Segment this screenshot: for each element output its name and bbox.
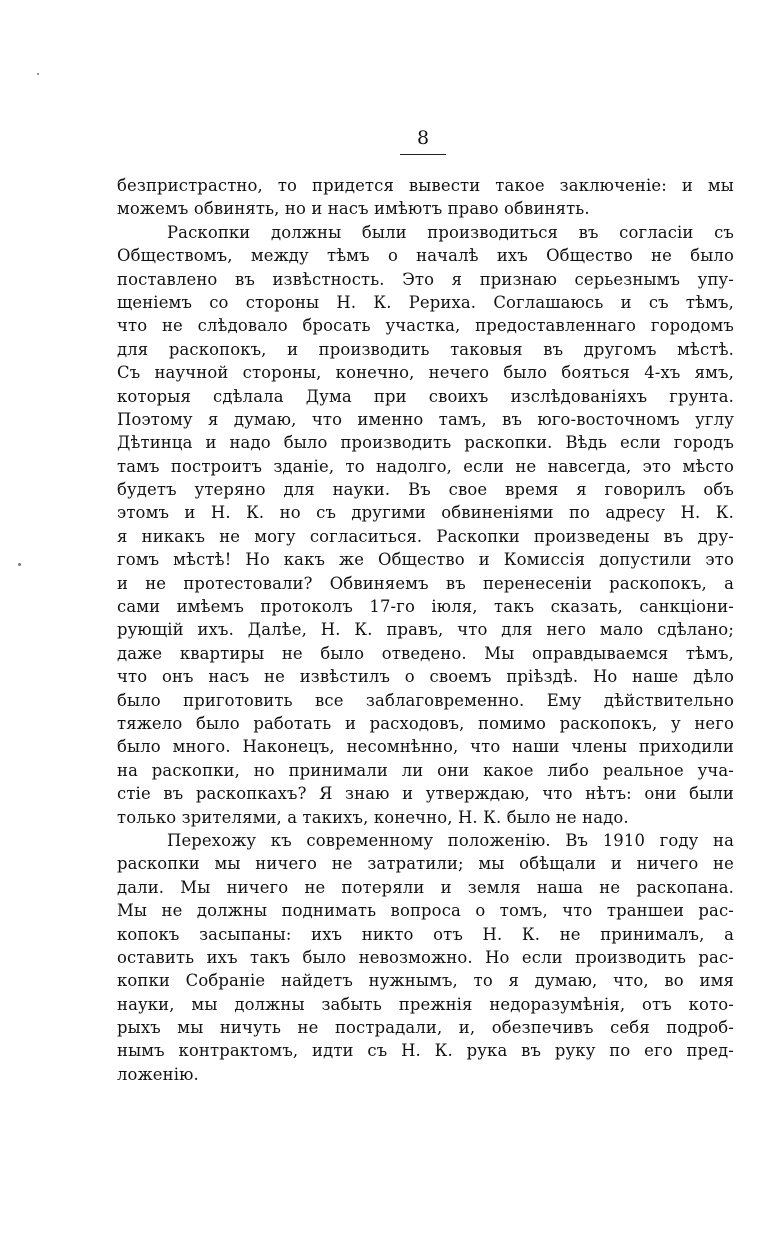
text-line: было много. Наконецъ, несомнѣнно, что наши члены приходили bbox=[117, 737, 734, 757]
text-line: рыхъ мы ничуть не пострадали, и, обезпечивъ себя подроб- bbox=[117, 1018, 734, 1038]
text-line: поставлено въ извѣстность. Это я признаю серьезнымъ упу- bbox=[117, 269, 734, 289]
text-line: ложенію. bbox=[117, 1064, 199, 1084]
page-number-rule bbox=[400, 154, 446, 155]
text-line: науки, мы должны забыть прежнія недоразумѣнія, отъ кото- bbox=[117, 994, 734, 1014]
page-number: 8 bbox=[416, 127, 430, 149]
text-line: щеніемъ со стороны Н. К. Рериха. Соглашаюсь и съ тѣмъ, bbox=[117, 292, 734, 312]
text-line: для раскопокъ, и производить таковыя въ другомъ мѣстѣ. bbox=[117, 339, 734, 359]
text-line: можемъ обвинять, но и насъ имѣютъ право обвинять. bbox=[117, 199, 590, 219]
text-line: безпристрастно, то придется вывести такое заключеніе: и мы bbox=[117, 176, 734, 195]
text-line: Поэтому я думаю, что именно тамъ, въ юго-восточномъ углу bbox=[117, 409, 734, 429]
text-line: тяжело было работать и расходовъ, помимо раскопокъ, у него bbox=[117, 713, 734, 733]
text-line: и не протестовали? Обвиняемъ въ перенесеніи раскопокъ, а bbox=[117, 573, 734, 593]
text-line: копки Собраніе найдетъ нужнымъ, то я думаю, что, во имя bbox=[117, 971, 734, 991]
text-line: нымъ контрактомъ, идти съ Н. К. рука въ руку по его пред- bbox=[117, 1041, 734, 1061]
text-line: будетъ утеряно для науки. Въ свое время я говорилъ объ bbox=[117, 480, 734, 500]
body-text bbox=[117, 174, 734, 1086]
text-line: копокъ засыпаны: ихъ никто отъ Н. К. не принималъ, а bbox=[117, 924, 734, 944]
text-line: дали. Мы ничего не потеряли и земля наша не раскопана. bbox=[117, 877, 734, 897]
scan-speck bbox=[37, 73, 39, 75]
text-line: Раскопки должны были производиться въ согласіи съ bbox=[167, 222, 734, 242]
text-line: Перехожу къ современному положенію. Въ 1910 году на bbox=[167, 830, 734, 850]
text-line: гомъ мѣстѣ! Но какъ же Общество и Комиссія допустили это bbox=[117, 550, 734, 570]
text-line: рующій ихъ. Далѣе, Н. К. правъ, что для него мало сдѣлано; bbox=[117, 620, 734, 640]
text-line: что не слѣдовало бросать участка, предоставленнаго городомъ bbox=[117, 316, 734, 336]
text-line: которыя сдѣлала Дума при своихъ изслѣдованіяхъ грунта. bbox=[117, 386, 734, 406]
text-line: что онъ насъ не извѣстилъ о своемъ пріѣздѣ. Но наше дѣло bbox=[117, 667, 734, 687]
text-line: раскопки мы ничего не затратили; мы обѣщали и ничего не bbox=[117, 854, 734, 874]
text-line: сами имѣемъ протоколъ 17-го іюля, такъ сказать, санкціони- bbox=[117, 597, 734, 617]
text-line: Обществомъ, между тѣмъ о началѣ ихъ Общество не было bbox=[117, 246, 734, 266]
text-line: Дѣтинца и надо было производить раскопки. Вѣдь если городъ bbox=[117, 433, 734, 453]
scan-speck bbox=[18, 563, 21, 566]
text-line: даже квартиры не было отведено. Мы оправдываемся тѣмъ, bbox=[117, 643, 734, 663]
text-line: этомъ и Н. К. но съ другими обвиненіями по адресу Н. К. bbox=[117, 503, 734, 523]
text-line: только зрителями, а такихъ, конечно, Н. К. было не надо. bbox=[117, 807, 629, 827]
text-line: Мы не должны поднимать вопроса о томъ, что траншеи рас- bbox=[117, 901, 734, 921]
text-line: на раскопки, но принимали ли они какое либо реальное уча- bbox=[117, 760, 734, 780]
text-line: было приготовить все заблаговременно. Ему дѣйствительно bbox=[117, 690, 734, 710]
text-line: стіе въ раскопкахъ? Я знаю и утверждаю, что нѣтъ: они были bbox=[117, 784, 734, 804]
text-line: оставить ихъ такъ было невозможно. Но если производить рас- bbox=[117, 947, 734, 967]
text-line: я никакъ не могу согласиться. Раскопки произведены въ дру- bbox=[117, 526, 734, 546]
text-line: Съ научной стороны, конечно, нечего было бояться 4-хъ ямъ, bbox=[117, 363, 734, 383]
text-line: тамъ построитъ зданіе, то надолго, если не навсегда, это мѣсто bbox=[117, 456, 734, 476]
